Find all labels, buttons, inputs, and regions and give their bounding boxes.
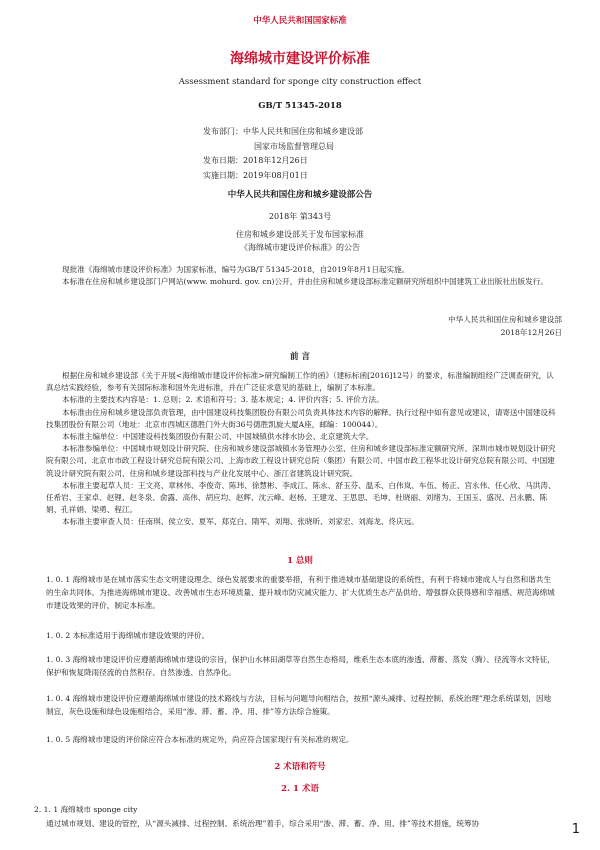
clause-1-0-1 bbox=[46, 574, 558, 612]
foreword-paragraph: 本标准主编单位：中国建设科技集团股份有限公司、中国城镇供水排水协会、北京建筑大学。 bbox=[62, 432, 374, 442]
foreword-title: 前 言 bbox=[290, 352, 310, 362]
chapter-1-title: 1 总则 bbox=[287, 556, 313, 566]
clause-1-0-3 bbox=[46, 654, 558, 680]
clause-1-0-2 bbox=[46, 630, 558, 643]
clause-text: 1. 0. 2 本标准适用于海绵城市建设效果的评价。 bbox=[46, 631, 210, 640]
signature-org: 中华人民共和国住房和城乡建设部 bbox=[448, 315, 562, 324]
page-number: 1 bbox=[571, 822, 580, 837]
announcement-paragraph: 本标准在住房和城乡建设部门户网站(www. mohurd. gov. cn)公开，并由住房和城乡建设部标准定额研究所组织中国建筑工业出版社出版发行。 bbox=[62, 277, 548, 287]
issued-by-1: 发布部门：中华人民共和国住房和城乡建设部 bbox=[203, 127, 363, 136]
foreword-paragraph: 本标准参编单位：中国城市规划设计研究院、住房和城乡建设部城镇水务管理办公室、住房和城乡建设部标准定额研究所、深圳市城市规划设计研究院有限公司、北京市市政工程设计研究总院有限公司、上海市政工程设计研究总院（集团）有限公司、中国市政工程华北设计研究总院有限公司、中国建筑设计研究院有限公司、住房和城乡建设部科技与产业化发展中心、浙江省建筑设计研究院。 bbox=[46, 444, 556, 478]
issuance-info bbox=[203, 125, 363, 183]
foreword-paragraph: 本标准的主要技术内容是：1. 总则；2. 术语和符号；3. 基本规定；4. 评价内容；5. 评价方法。 bbox=[62, 395, 384, 405]
clause-1-0-4 bbox=[46, 693, 558, 719]
foreword-paragraph: 本标准主要审查人员：任南琪、侯立安、夏军、郑克白、隋军、刘翔、张晓昕、刘家宏、刘海龙、佟庆远。 bbox=[62, 517, 419, 527]
chapter-2-title: 2 术语和符号 bbox=[274, 762, 326, 772]
clause-text: 1. 0. 5 海绵城市建设的评价除应符合本标准的规定外，尚应符合国家现行有关标准的规定。 bbox=[46, 735, 354, 744]
announcement-body bbox=[46, 264, 558, 288]
clause-text: 1. 0. 3 海绵城市建设评价应遵循海绵城市建设的宗旨，保护山水林田湖草等自然生态格局，维系生态本底的渗透、滞蓄、蒸发（腾）、径流等水文特征，保护和恢复降雨径流的自然积存、自然渗透、自然净化。 bbox=[46, 655, 555, 677]
english-title: Assessment standard for sponge city construction effect bbox=[178, 77, 422, 87]
foreword-paragraph: 根据住房和城乡建设部《关于开展<海绵城市建设评价标准>研究编制工作的函》（建标标函[2016]12号）的要求，标准编制组经广泛调查研究，认真总结实践经验，参考有关国际标准和国外先进标准，并在广泛征求意见的基础上，编制了本标准。 bbox=[46, 371, 554, 393]
implement-date: 实施日期：2019年08月01日 bbox=[203, 170, 308, 180]
standard-number: GB/T 51345-2018 bbox=[258, 101, 342, 111]
term-heading: 2. 1. 1 海绵城市 sponge city bbox=[34, 805, 138, 814]
announcement-subtitle-1: 住房和城乡建设部关于发布国家标准 bbox=[236, 230, 364, 239]
announcement-subtitle-2: 《海绵城市建设评价标准》的公告 bbox=[240, 243, 360, 252]
term-2-1-1-definition bbox=[46, 818, 558, 831]
announcement-number: 2018年 第343号 bbox=[268, 212, 332, 221]
section-2-1-title: 2. 1 术语 bbox=[281, 784, 319, 794]
issued-by-2: 国家市场监督管理总局 bbox=[254, 141, 334, 151]
standard-label: 中华人民共和国国家标准 bbox=[253, 16, 347, 26]
release-date: 发布日期：2018年12月26日 bbox=[203, 156, 308, 165]
foreword-paragraph: 本标准由住房和城乡建设部负责管理，由中国建设科技集团股份有限公司负责具体技术内容的解释。执行过程中如有意见或建议，请寄送中国建设科技集团股份有限公司（地址：北京市西城区德胜门外大街36号德胜凯旋大厦A座，邮编：100044）。 bbox=[46, 407, 556, 429]
term-definition: 通过城市规划、建设的管控，从“源头减排、过程控制、系统治理”着手，综合采用“渗、滞、蓄、净、用、排”等技术措施，统筹协 bbox=[46, 819, 480, 828]
foreword-paragraph: 本标准主要起草人员：王文亮、章林伟、李俊奇、陈玮、徐慧彬、李成江、陈永、舒玉芬、温禾、白伟岚、车伍、杨正、宫永伟、任心欣、马洪涛、任希岩、王家卓、赵锂、赵冬泉、俞露、高伟、胡应均、赵辉、沈云峰、赵杨、王建龙、王思思、毛坤、杜晓丽、刘绪为、王国玉、盛况、吕永鹏、陈娟、孔祥娟、梁勇、程江。 bbox=[46, 480, 556, 515]
announcement-paragraph: 现批准《海绵城市建设评价标准》为国家标准，编号为GB/T 51345-2018，自2019年8月1日起实施。 bbox=[62, 265, 410, 274]
document-title: 海绵城市建设评价标准 bbox=[230, 51, 370, 67]
clause-text: 1. 0. 1 海绵城市是在城市落实生态文明建设理念、绿色发展要求的重要举措，有利于推进城市基础建设的系统性，有利于将城市建成人与自然和谐共生的生命共同体。为推进海绵城市建设、改善城市生态环境质量、提升城市防灾减灾能力、扩大优质生态产品供给、增强群众获得感和幸福感、规范海绵城市建设效果的评价，制定本标准。 bbox=[46, 575, 555, 610]
term-2-1-1 bbox=[34, 804, 546, 817]
clause-1-0-5 bbox=[46, 734, 558, 747]
signature-date: 2018年12月26日 bbox=[500, 328, 562, 337]
foreword-body bbox=[46, 370, 558, 529]
clause-text: 1. 0. 4 海绵城市建设评价应遵循海绵城市建设的技术路线与方法，目标与问题导向相结合，按照“源头减排、过程控制、系统治理”理念系统谋划，因地制宜，灰色设施和绿色设施相结合，采用“渗、滞、蓄、净、用、排”等方法综合施策。 bbox=[46, 694, 552, 716]
announcement-signature bbox=[448, 313, 562, 339]
announcement-title: 中华人民共和国住房和城乡建设部公告 bbox=[227, 190, 373, 200]
